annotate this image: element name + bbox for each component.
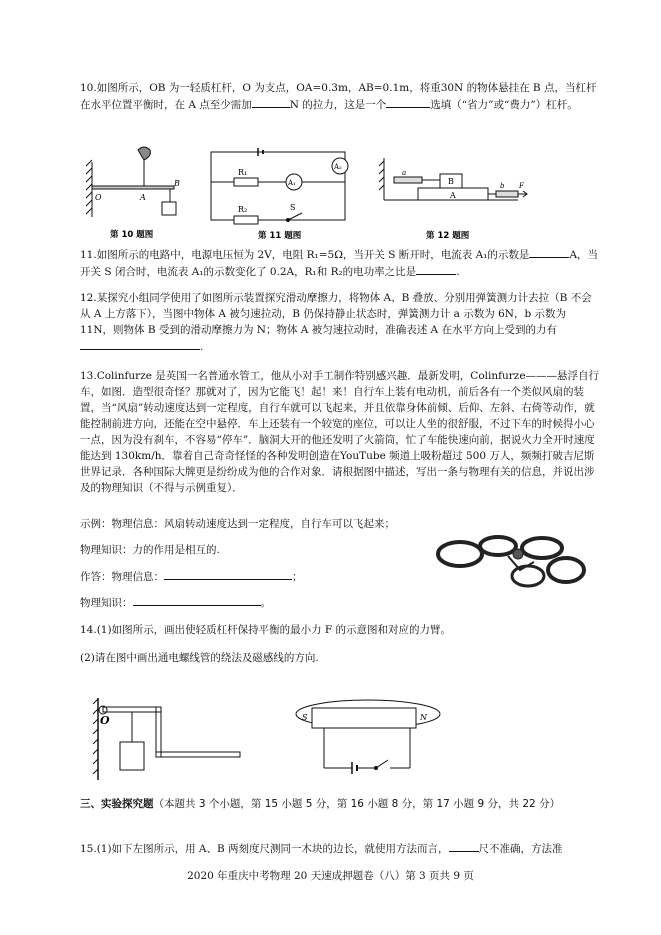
question-11: 11.如图所示的电路中，电源电压恒为 2V，电阻 R₁=5Ω，当开关 S 断开时，电流表 A₁的示数是 A，当开关 S 闭合时，电流表 A₁的示数变化了 0.2A，R₁和 R₂的电功率之比是 . — [80, 246, 600, 280]
answer-blank[interactable] — [386, 96, 430, 108]
label-pivot: O — [100, 714, 110, 727]
answer-info: 作答：物理信息： ； — [80, 568, 410, 585]
answer-blank[interactable] — [133, 594, 261, 606]
answer-blank[interactable] — [164, 568, 292, 580]
question-13: 13.Colinfurze 是英国一名普通水管工，他从小对手工制作特别感兴趣．最新发明，Colinfurze———悬浮自行车，如图．造型很奇怪？那就对了，因为它能飞！起！来！自行车上装有电动机，前后各有一个类似风扇的装置，当“风扇”转动速度达到一定程度，自行车就可以飞起来，并且依靠身体前倾、后仰、左斜、右倚等动作，就能控制前进方向，还能在空中悬停．车上还装有一个较宽的座位，可以让人坐的很舒服，不过下车的时候得小心一点，因为没有刹车，不容易“停车”．脑洞大开的他还发明了火箭筒，忙了车能快速向前，据说火力全开时速度能达到 130km/h．靠着自己奇奇怪怪的各种发明创造在YouTube 频道上吸粉超过 500 万人，频频打破吉尼斯世界记录．各种国际大牌更是纷纷成为他的合作对象．请根据图中描述，写出一条与物理有关的信息，并说出涉及的物理知识（不得与示例重复）． — [80, 370, 600, 494]
example-knowledge: 物理知识：力的作用是相互的. — [80, 544, 220, 556]
figure-10-lever — [82, 142, 192, 242]
answer-blank[interactable] — [529, 246, 569, 258]
label-r1: R₁ — [238, 168, 248, 177]
label-block-a: A — [450, 191, 456, 200]
answer-blank[interactable] — [80, 338, 200, 350]
question-14-part1: 14.(1)如图所示，画出使轻质杠杆保持平衡的最小力 F 的示意图和对应的力臂。 — [80, 624, 452, 636]
label-a2: A₂ — [334, 163, 342, 171]
answer-knowledge: 物理知识： 。 — [80, 594, 410, 611]
label-n-pole: N — [420, 713, 427, 722]
label-s: S — [290, 203, 296, 212]
label-a: A — [140, 193, 146, 202]
label-block-b: B — [448, 177, 454, 186]
figure-14-solenoid — [290, 690, 450, 784]
answer-blank[interactable] — [252, 96, 290, 108]
section-3-heading: 三、实验探究题（本题共 3 个小题，第 15 小题 5 分，第 16 小题 8 分，第 17 小题 9 分，共 22 分） — [80, 798, 561, 810]
label-r2: R₂ — [238, 205, 248, 214]
figure-12-friction — [378, 148, 528, 242]
question-12: 12.某探究小组同学使用了如图所示装置探究滑动摩擦力，将物体 A、B 叠放、分别用弹簧测力计去拉（B 不会从 A 上方落下），当图中物体 A 被匀速拉动，B 仍保持静止状态时，弹簧测力计 a 示数为 6N，b 示数为 11N，则物体 B 受到的滑动摩擦力为 N；物体 A 被匀速拉动时，准确表述 A 在水平方向上受到的力有. — [80, 292, 592, 353]
question-15: 15.(1)如下左图所示，用 A、B 两刻度尺测同一木块的边长，就使用方法而言， 尺不准确，方法准 — [80, 840, 600, 857]
figure-11-circuit — [206, 142, 356, 242]
label-b: B — [174, 179, 180, 188]
label-b-meter: b — [500, 182, 505, 190]
question-10: 10.如图所示，OB 为一轻质杠杆，O 为支点，OA=0.3m，AB=0.1m，将重30N 的物体悬挂在 B 点，当杠杆在水平位置平衡时，在 A 点至少需加 N 的拉力，这是一个 选填（“省力”或“费力”）杠杆。 — [80, 82, 597, 111]
page-footer: 2020 年重庆中考物理 20 天速成押题卷（八）第 3 页共 9 页 — [187, 870, 474, 882]
example-info: 示例：物理信息：风扇转动速度达到一定程度，自行车可以飞起来； — [80, 518, 395, 530]
figure-11-caption: 第 11 题图 — [258, 231, 302, 241]
label-s-pole: S — [302, 713, 308, 722]
figure-14-lever — [92, 694, 242, 784]
figure-12-caption: 第 12 题图 — [426, 231, 470, 241]
label-a1: A₁ — [288, 179, 296, 187]
label-a-meter: a — [402, 169, 407, 177]
answer-blank[interactable] — [449, 840, 479, 852]
label-o: O — [95, 193, 102, 202]
question-14-part2: (2)请在图中画出通电螺线管的绕法及磁感线的方向. — [80, 652, 319, 664]
label-force: F — [519, 182, 524, 190]
answer-blank[interactable] — [416, 263, 456, 275]
figure-10-caption: 第 10 题图 — [110, 230, 154, 240]
hover-bike-photo — [430, 526, 590, 596]
